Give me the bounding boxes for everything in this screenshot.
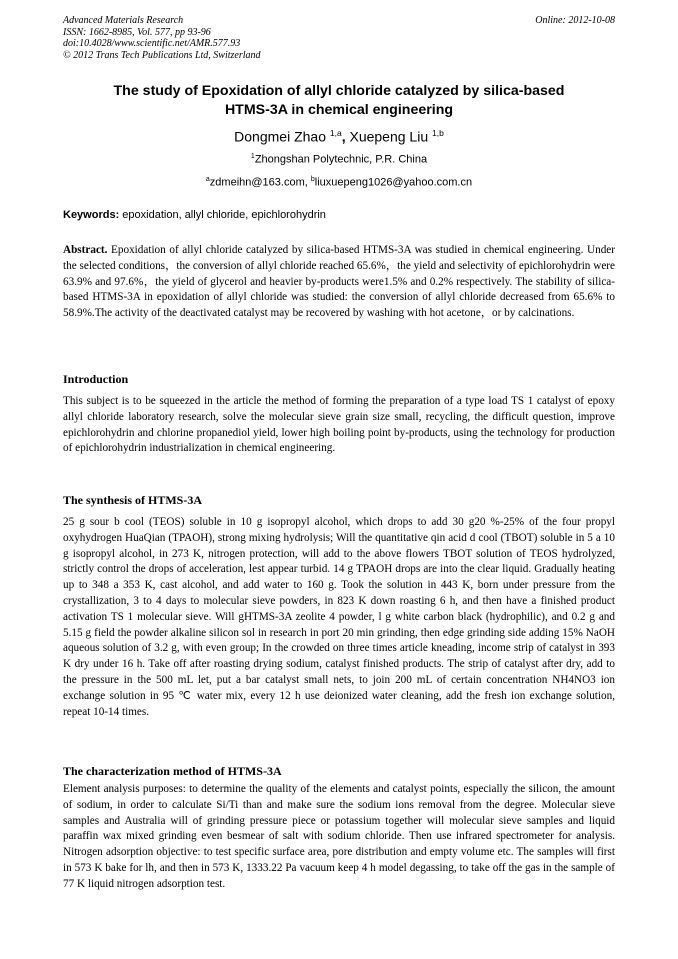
section-text-characterization: Element analysis purposes: to determine the quality of the elements and catalyst points, especially the silicon, the amount of sodium, in order to calculate Si/Ti than and make sure the sodium ions removal from the degree. Molecular sieve samples and Australia will of grinding pressure piece or potassium together will molecular sieve samples and liquid paraffin wax mixed grinding even besmear of salt with sodium chloride. Then use infrared spectrometer for analysis. Nitrogen adsorption objective: to test specific surface area, pore distribution and empty volume etc. The samples will first in 573 K bake for lh, and then in 573 K, 1333.22 Pa vacuum keep 4 h model degassing, to take off the gas in the sample of 77 K liquid nitrogen adsorption test. (63, 783, 615, 890)
journal-header (63, 15, 261, 61)
author-2: Xuepeng Liu (349, 128, 429, 145)
email-a: zdmeihn@163.com, (209, 176, 311, 189)
section-text-synthesis: 25 g sour b cool (TEOS) soluble in 10 g isopropyl alcohol, which drops to add 30 g20 %-25% of the four propyl oxyhydrogen HuaQian (TPAOH), strong mixing hydrolysis; Will the quantitative qin acid d cool (TBOT) soluble in 5 a 10 g isopropyl alcohol, in 273 K, nitrogen protection, will add to the above flowers TBOT solution of TEOS hydrolyzed, strictly control the drops of acceleration, lest appear turbid. 14 g TPAOH drops are into the clear liquid. Gradually heating up to 348 a 353 K, cast alcohol, and add water to 160 g. Took the solution in 443 K, born under pressure from the crystallization, 3 to 4 days to molecular sieve powders, in 823 K down roasting 6 h, and then have a finished product activation TS 1 molecular sieve. Will gHTMS-3A zeolite 4 powder, l g white carbon black (hydrophilic), and 0.2 g and 5.15 g field the powder alkaline silicon sol in research in port 20 min grinding, then edge grinding side adding 15% NaOH aqueous solution of 3.2 g, with even group; In the crowded on three times article kneading, income strip of catalyst in 393 K dry under 16 h. Take off after roasting drying sodium, catalyst finished products. The strip of catalyst after dry, add to the pressure in the 500 mL let, put a bar catalyst small nets, to join 200 mL of certain concentration NH4NO3 ion exchange solution in 95 ℃ water mix, every 12 h use deionized water cleaning, add the fresh ion exchange solution, repeat 10-14 times. (63, 516, 615, 718)
affiliation-text: Zhongshan Polytechnic, P.R. China (254, 153, 428, 166)
section-heading-synthesis: The synthesis of HTMS-3A (63, 493, 203, 507)
paper-title-line-2: HTMS-3A in chemical engineering (224, 102, 454, 118)
paper-title-line-1: The study of Epoxidation of allyl chloride catalyzed by silica-based (113, 83, 565, 99)
abstract-label: Abstract. (63, 244, 108, 256)
author-emails (63, 173, 615, 190)
keywords-text: epoxidation, allyl chloride, epichlorohydrin (119, 209, 326, 221)
journal-issn: ISSN: 1662-8985, Vol. 577, pp 93-96 (63, 26, 211, 38)
paper-title (63, 82, 615, 120)
keywords-label: Keywords: (63, 209, 120, 221)
abstract (63, 243, 615, 322)
keywords (63, 208, 615, 222)
affiliation (63, 150, 615, 167)
author-1-affiliation: 1,a (329, 128, 342, 138)
journal-name: Advanced Materials Research (63, 15, 184, 26)
author-2-affiliation: 1,b (432, 128, 444, 138)
email-b-marker: b (310, 176, 315, 183)
section-heading-characterization: The characterization method of HTMS-3A (63, 764, 282, 778)
online-date: Online: 2012-10-08 (535, 15, 615, 26)
author-separator: , (341, 128, 350, 145)
abstract-text: Epoxidation of allyl chloride catalyzed by silica-based HTMS-3A was studied in chemical engineering. Under the selected conditions，the conversion of allyl chloride reached 65.6%，the yield and selectivity of epichlorohydrin were 63.9% and 97.6%，the yield of glycerol and heavier by-products were1.5% and 0.2% respectively. The stability of silica-based HTMS-3A in epoxidation of allyl chloride was studied: the conversion of allyl chloride decreased from 65.6% to 58.9%.The activity of the deactivated catalyst may be recovered by washing with hot acetone，or by calcinations. (63, 244, 615, 320)
email-b: liuxuepeng1026@yahoo.com.cn (314, 176, 473, 189)
affiliation-number: 1 (250, 153, 255, 160)
section-heading-introduction: Introduction (63, 372, 129, 386)
journal-doi: doi:10.4028/www.scientific.net/AMR.577.93 (63, 38, 241, 49)
section-text-introduction: This subject is to be squeezed in the article the method of forming the preparation of a type load TS 1 catalyst of epoxy allyl chloride laboratory research, solve the molecular sieve grain size small, recycling, the difficult question, improve epichlorohydrin and chlorine propanediol yield, lower high boiling point by-products, using the technology for production of epichlorohydrin industrialization in chemical engineering. (63, 395, 615, 455)
author-list (63, 124, 615, 146)
journal-copyright: © 2012 Trans Tech Publications Ltd, Switzerland (63, 49, 261, 61)
email-a-marker: a (205, 176, 210, 183)
author-1: Dongmei Zhao (234, 128, 326, 145)
